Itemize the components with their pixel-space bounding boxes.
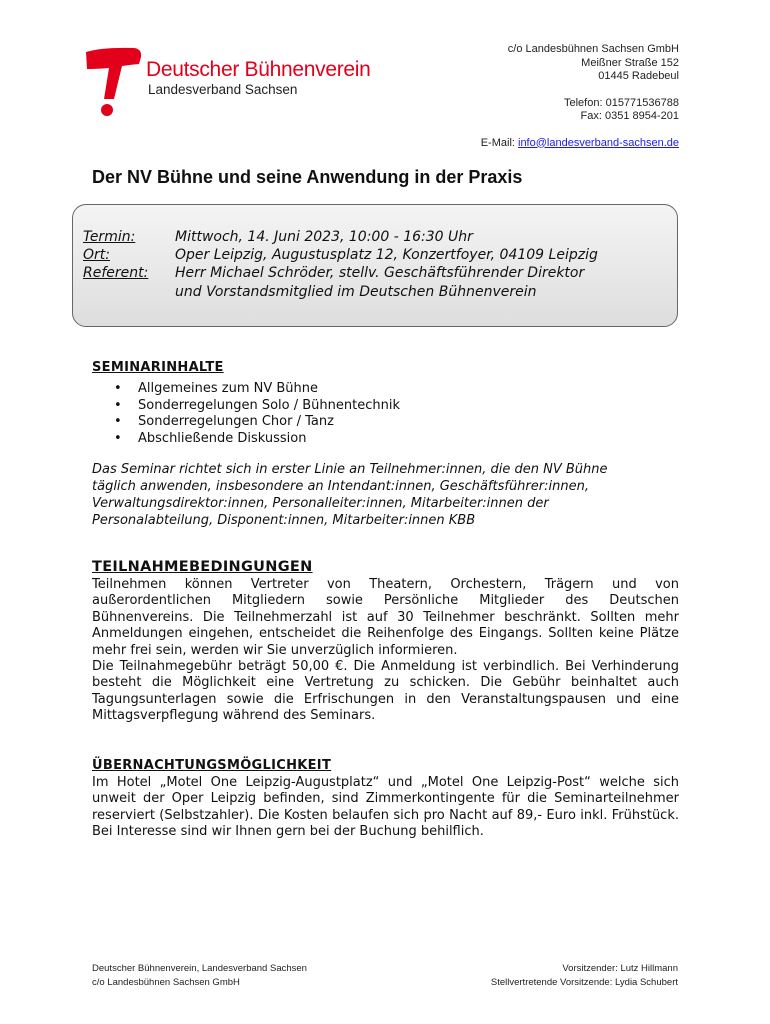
logo (84, 44, 384, 116)
audience-line: Das Seminar richtet sich in erster Linie an Teilnehmer:innen, die den NV Bühne (92, 462, 608, 477)
audience-line: täglich anwenden, insbesondere an Intendant:innen, Geschäftsführer:innen, (92, 479, 589, 494)
footer-right (491, 962, 678, 990)
accommodation-heading: ÜBERNACHTUNGSMÖGLICHKEIT (92, 758, 332, 773)
address-line: Meißner Straße 152 (581, 56, 679, 69)
footer-left (92, 962, 307, 990)
phone: Telefon: 015771536788 (564, 96, 679, 109)
list-item: • Sonderregelungen Solo / Bühnentechnik (92, 398, 679, 415)
address-line: c/o Landesbühnen Sachsen GmbH (507, 43, 679, 55)
ort-value: Oper Leipzig, Augustusplatz 12, Konzertfoyer, 04109 Leipzig (175, 247, 598, 263)
audience-paragraph (92, 461, 672, 529)
accommodation-section (92, 758, 679, 841)
event-info-box (72, 204, 678, 327)
footer-org: Deutscher Bühnenverein, Landesverband Sachsen (92, 963, 307, 974)
conditions-paragraph-1: Teilnehmen können Vertreter von Theatern, Orchestern, Trägern und von außerordentlichen Mitgliedern sowie Persönliche Mitglieder des Deutschen Bühnenvereins. Die Teilnehmerzahl ist auf 30 Teilnehmer beschränkt. Sollten mehr Anmeldungen eingehen, entscheidet die Reihenfolge des Eingangs. Sollten keine Plätze mehr frei sein, werden wir Sie unverzüglich informieren. (92, 577, 679, 658)
seminar-heading: SEMINARINHALTE (92, 360, 224, 375)
address-line: 01445 Radebeul (598, 70, 679, 82)
list-item: • Sonderregelungen Chor / Tanz (92, 414, 679, 431)
audience-line: Verwaltungsdirektor:innen, Personalleiter:innen, Mitarbeiter:innen der (92, 496, 549, 511)
referent-label: Referent: (83, 265, 149, 281)
list-item: • Abschließende Diskussion (92, 431, 679, 448)
address-block (481, 43, 679, 150)
conditions-paragraph-2: Die Teilnahmegebühr beträgt 50,00 €. Die Anmeldung ist verbindlich. Bei Verhinderung besteht die Möglichkeit eine Vertretung zu schicken. Die Gebühr beinhaltet auch Tagungsunterlagen sowie die Erfrischungen in den Veranstaltungspausen und eine Mittagsverpflegung während des Seminars. (92, 659, 679, 724)
logo-mark-icon (84, 44, 144, 116)
page-title: Der NV Bühne und seine Anwendung in der Praxis (92, 167, 523, 187)
fax: Fax: 0351 8954-201 (580, 110, 679, 122)
footer-address: c/o Landesbühnen Sachsen GmbH (92, 977, 240, 988)
referent-value-continued: und Vorstandsmitglied im Deutschen Bühnenverein (175, 284, 537, 300)
list-item: • Allgemeines zum NV Bühne (92, 381, 679, 398)
termin-label: Termin: (83, 229, 136, 245)
conditions-heading: TEILNAHMEBEDINGUNGEN (92, 559, 313, 575)
email-link[interactable]: info@landesverband-sachsen.de (518, 136, 679, 149)
seminar-topics (92, 381, 679, 447)
ort-label: Ort: (83, 247, 110, 263)
audience-line: Personalabteilung, Disponent:innen, Mitarbeiter:innen KBB (92, 513, 476, 528)
conditions-section (92, 559, 679, 725)
footer-chair: Vorsitzender: Lutz Hillmann (562, 963, 678, 974)
org-subtitle: Landesverband Sachsen (148, 82, 298, 97)
org-name: Deutscher Bühnenverein (146, 58, 371, 81)
seminar-section (92, 360, 679, 447)
referent-value: Herr Michael Schröder, stellv. Geschäftsführender Direktor (175, 265, 585, 281)
footer-vice-chair: Stellvertretende Vorsitzende: Lydia Schubert (490, 977, 678, 988)
termin-value: Mittwoch, 14. Juni 2023, 10:00 - 16:30 Uhr (175, 229, 473, 245)
accommodation-paragraph: Im Hotel „Motel One Leipzig-Augustplatz“ und „Motel One Leipzig-Post“ welche sich unweit der Oper Leipzig befinden, sind Zimmerkontingente für die Seminarteilnehmer reserviert (Selbstzahler). Die Kosten belaufen sich pro Nacht auf 89,- Euro inkl. Frühstück. Bei Interesse sind wir Ihnen gern bei der Buchung behilflich. (92, 775, 679, 840)
email-line (481, 137, 679, 151)
email-label: E-Mail: (480, 136, 518, 149)
